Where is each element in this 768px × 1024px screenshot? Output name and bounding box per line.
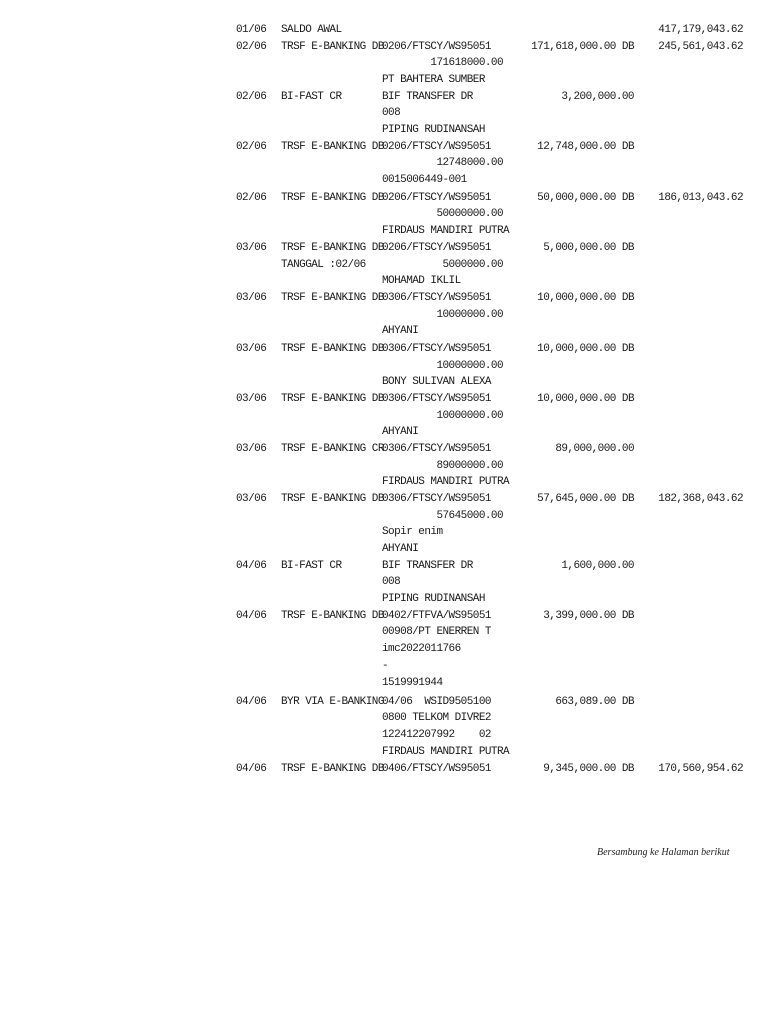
transaction-amount: 10,000,000.00 DB: [537, 343, 634, 355]
transaction-description: TRSF E-BANKING DB: [281, 41, 384, 53]
transaction-date: 01/06: [236, 24, 267, 36]
transaction-detail: 0402/FTFVA/WS95051: [382, 610, 491, 622]
transaction-description: TRSF E-BANKING DB: [281, 141, 384, 153]
transaction-detail: PIPING RUDINANSAH: [382, 593, 485, 605]
transaction-detail: 0206/FTSCY/WS95051: [382, 192, 491, 204]
transaction-amount: 3,399,000.00 DB: [543, 610, 634, 622]
transaction-detail: AHYANI: [382, 325, 419, 337]
transaction-date: 02/06: [236, 192, 267, 204]
transaction-detail: Sopir enim: [382, 526, 443, 538]
running-balance: 186,013,043.62: [658, 192, 743, 204]
transaction-amount: 9,345,000.00 DB: [543, 763, 634, 775]
transaction-detail: 0306/FTSCY/WS95051: [382, 493, 491, 505]
continued-note: Bersambung ke Halaman berikut: [597, 847, 730, 858]
transaction-detail: BONY SULIVAN ALEXA: [382, 376, 491, 388]
transaction-amount: 171,618,000.00 DB: [531, 41, 634, 53]
transaction-amount: 57,645,000.00 DB: [537, 493, 634, 505]
transaction-detail: BIF TRANSFER DR: [382, 560, 473, 572]
transaction-description: TRSF E-BANKING DB: [281, 393, 384, 405]
transaction-amount: 1,600,000.00: [561, 560, 634, 572]
transaction-detail: 50000000.00: [382, 208, 504, 220]
transaction-detail: 0206/FTSCY/WS95051: [382, 242, 491, 254]
transaction-detail: 10000000.00: [382, 309, 504, 321]
transaction-description: TRSF E-BANKING DB: [281, 242, 384, 254]
transaction-description: BYR VIA E-BANKING: [281, 696, 384, 708]
transaction-detail: FIRDAUS MANDIRI PUTRA: [382, 225, 510, 237]
transaction-amount: 10,000,000.00 DB: [537, 292, 634, 304]
transaction-detail: 57645000.00: [382, 510, 504, 522]
transaction-date: 03/06: [236, 493, 267, 505]
transaction-detail: 0015006449-001: [382, 174, 467, 186]
transaction-date: 03/06: [236, 292, 267, 304]
transaction-description: TRSF E-BANKING DB: [281, 343, 384, 355]
transaction-amount: 50,000,000.00 DB: [537, 192, 634, 204]
transaction-amount: 663,089.00 DB: [555, 696, 634, 708]
transaction-detail: 04/06 WSID9505100: [382, 696, 491, 708]
transaction-amount: 5,000,000.00 DB: [543, 242, 634, 254]
transaction-detail: 00908/PT ENERREN T: [382, 626, 491, 638]
transaction-date: 03/06: [236, 242, 267, 254]
transaction-date: 03/06: [236, 443, 267, 455]
transaction-detail: 008: [382, 576, 401, 588]
transaction-description: TANGGAL :02/06: [281, 259, 366, 271]
transaction-detail: FIRDAUS MANDIRI PUTRA: [382, 476, 510, 488]
transaction-description: TRSF E-BANKING DB: [281, 493, 384, 505]
running-balance: 245,561,043.62: [658, 41, 743, 53]
transaction-detail: imc2022011766: [382, 643, 461, 655]
transaction-detail: 0306/FTSCY/WS95051: [382, 343, 491, 355]
transaction-detail: 0306/FTSCY/WS95051: [382, 292, 491, 304]
transaction-detail: 171618000.00: [382, 57, 504, 69]
transaction-amount: 12,748,000.00 DB: [537, 141, 634, 153]
transaction-date: 04/06: [236, 560, 267, 572]
transaction-description: BI-FAST CR: [281, 560, 342, 572]
transaction-detail: FIRDAUS MANDIRI PUTRA: [382, 746, 510, 758]
transaction-description: SALDO AWAL: [281, 24, 342, 36]
transaction-date: 03/06: [236, 343, 267, 355]
running-balance: 170,560,954.62: [658, 763, 743, 775]
transaction-detail: 10000000.00: [382, 360, 504, 372]
transaction-description: TRSF E-BANKING DB: [281, 292, 384, 304]
transaction-amount: 89,000,000.00: [555, 443, 634, 455]
transaction-detail: PT BAHTERA SUMBER: [382, 74, 485, 86]
transaction-detail: 0306/FTSCY/WS95051: [382, 443, 491, 455]
transaction-date: 04/06: [236, 610, 267, 622]
transaction-detail: MOHAMAD IKLIL: [382, 275, 461, 287]
transaction-detail: 0406/FTSCY/WS95051: [382, 763, 491, 775]
transaction-detail: 12748000.00: [382, 157, 504, 169]
transaction-description: BI-FAST CR: [281, 91, 342, 103]
transaction-detail: 10000000.00: [382, 410, 504, 422]
transaction-detail: AHYANI: [382, 543, 419, 555]
transaction-detail: 122412207992 02: [382, 729, 491, 741]
transaction-description: TRSF E-BANKING CR: [281, 443, 384, 455]
transaction-detail: 0206/FTSCY/WS95051: [382, 141, 491, 153]
transaction-description: TRSF E-BANKING DB: [281, 192, 384, 204]
transaction-detail: 0206/FTSCY/WS95051: [382, 41, 491, 53]
transaction-detail: BIF TRANSFER DR: [382, 91, 473, 103]
transaction-detail: 1519991944: [382, 677, 443, 689]
transaction-amount: 3,200,000.00: [561, 91, 634, 103]
transaction-detail: 0800 TELKOM DIVRE2: [382, 712, 491, 724]
transaction-description: TRSF E-BANKING DB: [281, 610, 384, 622]
running-balance: 182,368,043.62: [658, 493, 743, 505]
running-balance: 417,179,043.62: [658, 24, 743, 36]
transaction-detail: PIPING RUDINANSAH: [382, 124, 485, 136]
transaction-detail: 008: [382, 107, 401, 119]
transaction-detail: -: [382, 660, 389, 672]
transaction-detail: 89000000.00: [382, 460, 504, 472]
transaction-description: TRSF E-BANKING DB: [281, 763, 384, 775]
transaction-detail: AHYANI: [382, 426, 419, 438]
transaction-amount: 10,000,000.00 DB: [537, 393, 634, 405]
transaction-date: 04/06: [236, 763, 267, 775]
transaction-date: 02/06: [236, 91, 267, 103]
transaction-date: 02/06: [236, 141, 267, 153]
transaction-detail: 0306/FTSCY/WS95051: [382, 393, 491, 405]
transaction-date: 02/06: [236, 41, 267, 53]
transaction-date: 03/06: [236, 393, 267, 405]
transaction-detail: 5000000.00: [382, 259, 504, 271]
transaction-date: 04/06: [236, 696, 267, 708]
